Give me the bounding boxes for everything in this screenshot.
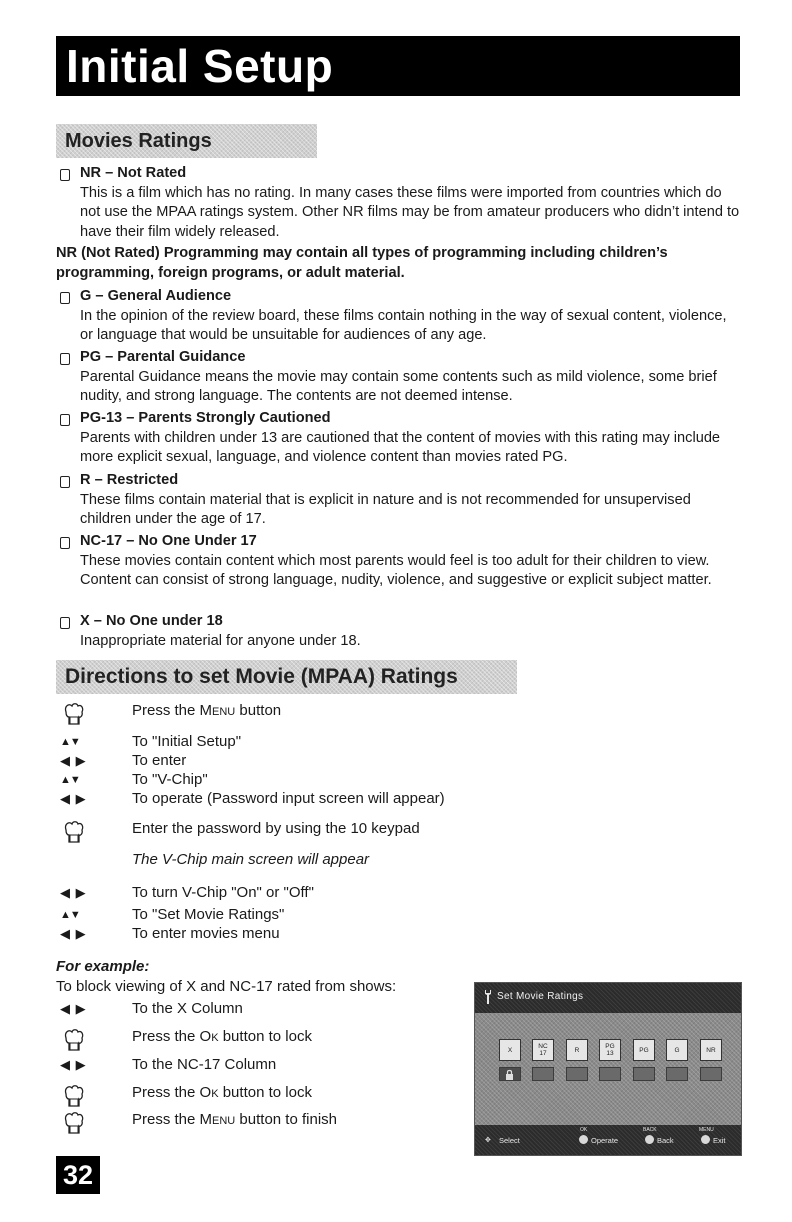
lock-indicator	[532, 1067, 554, 1081]
step-text: button to finish	[235, 1111, 337, 1128]
title-bar	[56, 36, 740, 96]
footer-exit: Exit	[713, 1136, 726, 1145]
example-step	[60, 1026, 480, 1048]
rating-box-nr[interactable]: NR	[700, 1039, 722, 1061]
rating-box-g[interactable]: G	[666, 1039, 688, 1061]
checkbox-icon	[60, 537, 70, 549]
lock-indicator	[700, 1067, 722, 1081]
rating-box-x[interactable]: X	[499, 1039, 521, 1061]
step-text: To "Initial Setup"	[132, 733, 242, 750]
step-text: To enter movies menu	[132, 925, 280, 942]
rating-description: Parental Guidance means the movie may contain some contents such as mild violence, some brief nudity, and strong language. The contents are not deemed intense.	[80, 368, 717, 404]
rating-description: These films contain material that is explicit in nature and is not recommended for unsupervised children under the age of 17.	[80, 491, 691, 527]
lock-indicator	[499, 1067, 521, 1081]
step-text: To "V-Chip"	[132, 771, 208, 788]
example-heading: For example:	[56, 958, 150, 975]
example-step	[60, 1054, 480, 1076]
rating-title: G – General Audience	[80, 288, 232, 304]
back-button-icon	[645, 1135, 654, 1144]
lock-indicator	[599, 1067, 621, 1081]
menu-button-icon	[701, 1135, 710, 1144]
direction-step	[60, 882, 480, 904]
remote-hand-icon	[60, 1026, 120, 1048]
direction-note	[60, 849, 480, 871]
step-text: button	[235, 702, 282, 719]
set-movie-ratings-screen	[474, 982, 742, 1156]
left-right-arrows-icon: ◀ ▶	[60, 753, 87, 768]
ok-key-label: Ok	[199, 1028, 219, 1045]
screen-title: Set Movie Ratings	[497, 991, 584, 1002]
rating-box-pg[interactable]: PG	[633, 1039, 655, 1061]
footer-operate: Operate	[591, 1136, 619, 1145]
rating-title: R – Restricted	[80, 472, 179, 488]
example-step	[60, 1109, 480, 1131]
example-step	[60, 998, 480, 1020]
four-way-arrows-icon: ✥	[485, 1137, 491, 1144]
step-text: Press the	[132, 1028, 200, 1045]
remote-hand-icon	[60, 1109, 120, 1131]
lock-indicator	[666, 1067, 688, 1081]
step-text: button to lock	[218, 1084, 312, 1101]
up-down-arrows-icon: ▲▼	[60, 736, 80, 748]
step-text: Enter the password by using the 10 keypad	[132, 820, 420, 837]
left-right-arrows-icon: ◀ ▶	[60, 1001, 87, 1016]
menu-key-label: Menu	[199, 702, 236, 719]
rating-description: Parents with children under 13 are cautioned that the content of movies with this rating may include more explicit sexual, language, and violence content than movies rated PG.	[80, 429, 721, 465]
rating-description: These movies contain content which most parents would feel is too adult for their children to view. Content can consist of strong language, nudity, violence, and suggestive or explicit subject matter.	[80, 552, 712, 588]
section-heading-directions: Directions to set Movie (MPAA) Ratings	[56, 660, 517, 694]
checkbox-icon	[60, 476, 70, 488]
up-down-arrows-icon: ▲▼	[60, 909, 80, 921]
checkbox-icon	[60, 292, 70, 304]
left-right-arrows-icon: ◀ ▶	[60, 791, 87, 806]
page-title: Initial Setup	[66, 40, 334, 92]
example-intro: To block viewing of X and NC-17 rated from shows:	[56, 978, 397, 995]
left-right-arrows-icon: ◀ ▶	[60, 885, 87, 900]
step-note: The V-Chip main screen will appear	[132, 851, 370, 868]
ok-key-tag: OK	[580, 1127, 588, 1133]
step-text: Press the	[132, 702, 200, 719]
lock-indicator	[633, 1067, 655, 1081]
footer-select: Select	[499, 1136, 520, 1145]
screen-header	[475, 983, 741, 1013]
rating-description: Inappropriate material for anyone under 18.	[80, 632, 361, 649]
rating-title: PG – Parental Guidance	[80, 349, 246, 365]
rating-title: NC-17 – No One Under 17	[80, 533, 257, 549]
direction-step	[60, 818, 480, 840]
ok-button-icon	[579, 1135, 588, 1144]
footer-back: Back	[657, 1136, 674, 1145]
remote-hand-icon	[60, 700, 120, 722]
menu-key-label: Menu	[199, 1111, 236, 1128]
remote-hand-icon	[60, 818, 120, 840]
ok-key-label: Ok	[199, 1084, 219, 1101]
step-text: To "Set Movie Ratings"	[132, 906, 285, 923]
checkbox-icon	[60, 617, 70, 629]
checkbox-icon	[60, 353, 70, 365]
example-step	[60, 1082, 480, 1104]
step-text: Press the	[132, 1084, 200, 1101]
direction-step	[60, 700, 480, 722]
page-number: 32	[56, 1156, 100, 1194]
rating-box-nc17[interactable]: NC 17	[532, 1039, 554, 1061]
step-text: To enter	[132, 752, 187, 769]
checkbox-icon	[60, 414, 70, 426]
back-key-tag: BACK	[643, 1127, 657, 1133]
step-text: Press the	[132, 1111, 200, 1128]
left-right-arrows-icon: ◀ ▶	[60, 1057, 87, 1072]
lock-icon	[500, 1069, 520, 1081]
rating-description: In the opinion of the review board, these films contain nothing in the way of sexual content, violence, or language that would be unsuitable for audiences of any age.	[80, 307, 727, 343]
nr-note: NR (Not Rated) Programming may contain all types of programming including children’s programming, foreign programs, or adult material.	[56, 245, 668, 281]
step-text: To the NC-17 Column	[132, 1056, 277, 1073]
step-text: To turn V-Chip "On" or "Off"	[132, 884, 314, 901]
rating-title: X – No One under 18	[80, 613, 223, 629]
rating-title: NR – Not Rated	[80, 165, 187, 181]
step-text: To operate (Password input screen will appear)	[132, 790, 445, 807]
up-down-arrows-icon: ▲▼	[60, 774, 80, 786]
rating-title: PG-13 – Parents Strongly Cautioned	[80, 410, 331, 426]
direction-step	[60, 923, 480, 945]
step-text: To the X Column	[132, 1000, 243, 1017]
rating-box-r[interactable]: R	[566, 1039, 588, 1061]
menu-key-tag: MENU	[699, 1127, 714, 1133]
rating-box-pg13[interactable]: PG 13	[599, 1039, 621, 1061]
step-text: button to lock	[218, 1028, 312, 1045]
wrench-icon	[483, 989, 493, 1005]
checkbox-icon	[60, 169, 70, 181]
lock-indicator	[566, 1067, 588, 1081]
remote-hand-icon	[60, 1082, 120, 1104]
rating-description: This is a film which has no rating. In many cases these films were imported from countries which do not use the MPAA ratings system. Other NR films may be from amateur producers who didn’t intend to have their film widely released.	[80, 184, 740, 240]
left-right-arrows-icon: ◀ ▶	[60, 926, 87, 941]
section-heading-movies-ratings: Movies Ratings	[56, 124, 317, 158]
direction-step	[60, 788, 480, 810]
